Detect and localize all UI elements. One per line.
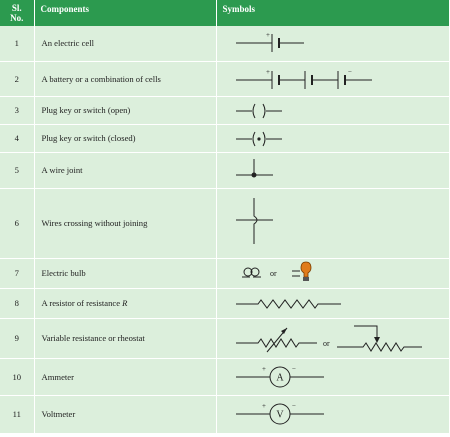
symbol-cell [216,26,449,61]
component-name: A battery or a combination of cells [34,61,216,96]
ammeter-symbol-icon [217,359,450,395]
component-name: Voltmeter [34,395,216,433]
table-row [0,288,449,318]
component-name: Plug key or switch (closed) [34,124,216,152]
open-plug-key-symbol-icon [217,97,450,124]
header-sl-line1: Sl. [11,3,22,13]
or-label: or [269,268,277,278]
row-number: 6 [0,188,34,258]
header-sl-no [0,0,34,26]
table-row [0,395,449,433]
table-row [0,96,449,124]
row-number: 10 [0,358,34,395]
component-name: An electric cell [34,26,216,61]
symbol-cell [216,152,449,188]
plus-sign: + [265,67,270,76]
minus-sign: − [291,364,296,373]
table-row [0,152,449,188]
row-number: 9 [0,318,34,358]
component-name: Plug key or switch (open) [34,96,216,124]
row-number: 5 [0,152,34,188]
row-number: 4 [0,124,34,152]
electric-cell-symbol-icon [217,26,450,60]
symbol-cell [216,96,449,124]
component-name: A wire joint [34,152,216,188]
minus-sign: − [347,67,352,76]
table-row [0,188,449,258]
rheostat-symbol-icon [217,319,450,358]
row-number: 8 [0,288,34,318]
symbol-cell [216,124,449,152]
or-label: or [322,338,330,348]
table-row [0,124,449,152]
closed-plug-key-symbol-icon [217,125,450,152]
voltmeter-letter: V [275,409,284,420]
component-name: Variable resistance or rheostat [34,318,216,358]
row-number: 3 [0,96,34,124]
minus-sign: − [291,401,296,410]
symbol-cell [216,395,449,433]
symbol-cell [216,61,449,96]
voltmeter-symbol-icon [217,396,450,433]
table-row [0,358,449,395]
row-number: 7 [0,258,34,288]
component-name: Ammeter [34,358,216,395]
ammeter-letter: A [275,372,284,383]
row-number: 11 [0,395,34,433]
plus-sign: + [265,31,270,40]
wire-crossing-symbol-icon [217,189,450,258]
row-number: 2 [0,61,34,96]
component-name [34,288,216,318]
plus-sign: + [261,401,266,410]
header-components: Components [34,0,216,26]
electric-bulb-symbol-icon [217,259,450,288]
header-symbols: Symbols [216,0,449,26]
table-row [0,318,449,358]
symbol-cell [216,318,449,358]
resistance-variable: R [122,298,128,308]
resistor-symbol-icon [217,289,450,318]
symbol-cell [216,288,449,318]
symbol-cell [216,188,449,258]
component-name: Electric bulb [34,258,216,288]
plus-sign: + [261,364,266,373]
table-row [0,258,449,288]
header-sl-line2: No. [10,13,24,23]
table-header-row [0,0,449,26]
component-text: A resistor of resistance [41,298,123,308]
table-row [0,26,449,61]
wire-joint-symbol-icon [217,153,450,188]
battery-symbol-icon [217,62,450,96]
row-number: 1 [0,26,34,61]
table-row [0,61,449,96]
symbol-cell [216,258,449,288]
component-name: Wires crossing without joining [34,188,216,258]
symbol-cell [216,358,449,395]
